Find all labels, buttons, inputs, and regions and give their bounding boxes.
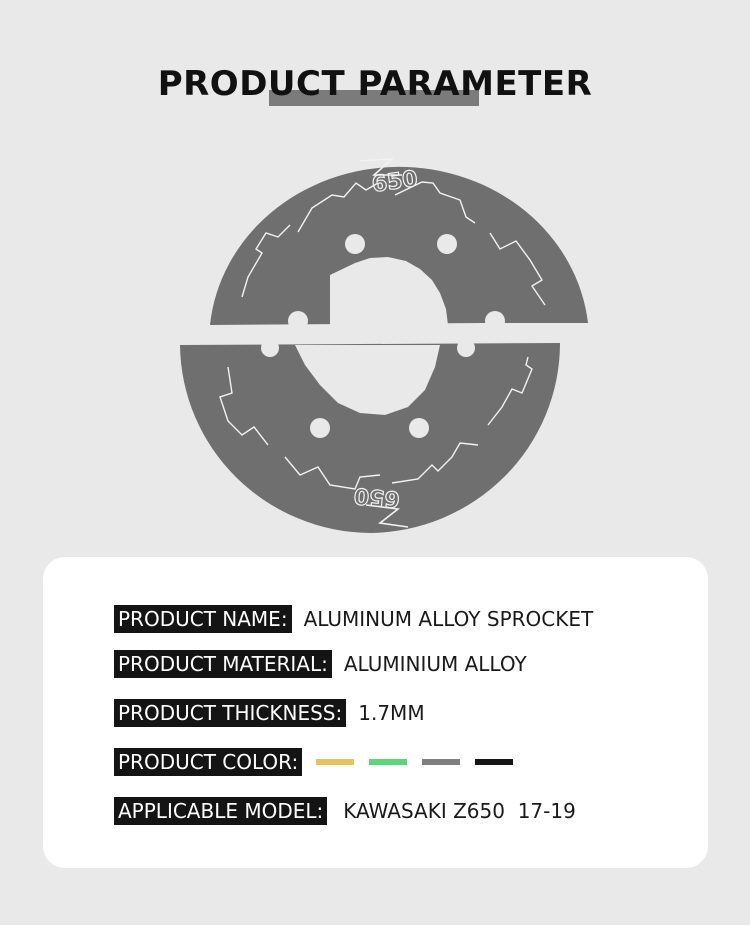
spec-row-color bbox=[114, 748, 528, 776]
sprocket-cover-image bbox=[170, 145, 600, 545]
product-name-value: ALUMINUM ALLOY SPROCKET bbox=[303, 607, 594, 631]
spec-row-name bbox=[114, 605, 593, 633]
z650-text-bottom: 650 bbox=[353, 482, 401, 512]
applicable-model-label: APPLICABLE MODEL: bbox=[114, 797, 327, 825]
sprocket-cover-illustration bbox=[170, 145, 600, 545]
spec-row-thickness bbox=[114, 699, 425, 727]
color-swatch-gold bbox=[316, 759, 354, 765]
title-block bbox=[0, 62, 750, 112]
spec-row-model bbox=[114, 797, 576, 825]
product-thickness-label: PRODUCT THICKNESS: bbox=[114, 699, 346, 727]
color-swatch-green bbox=[369, 759, 407, 765]
product-material-value: ALUMINIUM ALLOY bbox=[343, 652, 527, 676]
color-swatches bbox=[316, 759, 528, 765]
product-material-label: PRODUCT MATERIAL: bbox=[114, 650, 332, 678]
parameter-card bbox=[43, 557, 708, 868]
color-swatch-grey bbox=[422, 759, 460, 765]
color-swatch-black bbox=[475, 759, 513, 765]
product-thickness-value: 1.7MM bbox=[358, 701, 425, 725]
product-color-label: PRODUCT COLOR: bbox=[114, 748, 302, 776]
page-title: PRODUCT PARAMETER bbox=[157, 64, 593, 104]
applicable-model-value: KAWASAKI Z650 17-19 bbox=[343, 799, 576, 823]
z650-text-top: 650 bbox=[370, 166, 420, 198]
spec-row-material bbox=[114, 650, 527, 678]
product-name-label: PRODUCT NAME: bbox=[114, 605, 292, 633]
